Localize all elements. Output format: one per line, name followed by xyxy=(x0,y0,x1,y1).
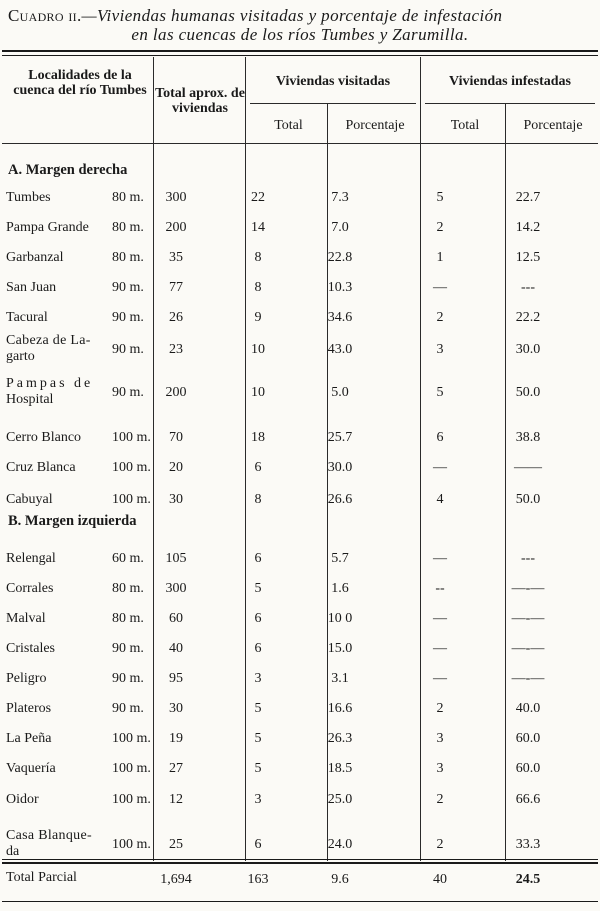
cell-vis-total: 10 xyxy=(251,342,265,357)
locality-name-cont: garto xyxy=(6,349,35,364)
cell-inf-total: 5 xyxy=(436,385,444,400)
cell-total: 200 xyxy=(165,385,187,400)
header-vis-pct: Porcentaje xyxy=(345,118,405,133)
locality-altitude: 100 m. xyxy=(112,460,151,475)
cell-inf-pct: 30.0 xyxy=(515,342,541,357)
locality-name: Casa Blanque- xyxy=(6,828,92,843)
cell-inf-total: -- xyxy=(435,581,445,596)
cell-total: 60 xyxy=(169,611,183,626)
locality-altitude: 90 m. xyxy=(112,701,144,716)
cell-vis-total: 8 xyxy=(254,280,262,295)
cell-inf-pct: 66.6 xyxy=(515,792,541,807)
locality-name: Cabeza de La- xyxy=(6,333,91,348)
cell-inf-pct: —— xyxy=(514,460,542,475)
header-bottom-rule xyxy=(2,143,598,144)
locality-altitude: 60 m. xyxy=(112,551,144,566)
cell-vis-pct: 10 0 xyxy=(327,611,353,626)
locality-name: La Peña xyxy=(6,731,52,746)
cell-vis-total: 6 xyxy=(254,551,262,566)
cell-inf-total: 6 xyxy=(436,430,444,445)
locality-name: San Juan xyxy=(6,280,57,295)
locality-name: Vaquería xyxy=(6,761,56,776)
cell-total: 12 xyxy=(169,792,183,807)
total-row-vis-total: 163 xyxy=(247,872,269,887)
locality-altitude: 80 m. xyxy=(112,250,144,265)
cell-vis-total: 8 xyxy=(254,492,262,507)
cell-total: 30 xyxy=(169,492,183,507)
total-row-total: 1,694 xyxy=(160,872,192,887)
cell-inf-pct: —-— xyxy=(511,671,545,686)
cell-inf-total: 2 xyxy=(436,220,444,235)
cell-vis-pct: 22.8 xyxy=(327,250,353,265)
bottom-rule xyxy=(2,901,598,902)
total-rule-thick xyxy=(2,862,598,864)
locality-name: Plateros xyxy=(6,701,52,716)
cell-vis-pct: 24.0 xyxy=(327,837,353,852)
cell-vis-total: 5 xyxy=(254,731,262,746)
cell-vis-pct: 15.0 xyxy=(327,641,353,656)
locality-name-cont: da xyxy=(6,844,20,859)
locality-name: Relengal xyxy=(6,551,56,566)
header-vis-total: Total xyxy=(274,118,303,133)
cell-inf-total: 2 xyxy=(436,701,444,716)
cell-inf-pct: —-— xyxy=(511,611,545,626)
cell-inf-pct: 33.3 xyxy=(515,837,541,852)
section-title: B. Margen izquierda xyxy=(8,513,137,529)
cell-inf-pct: 50.0 xyxy=(515,492,541,507)
locality-name: Tumbes xyxy=(6,190,51,205)
cell-inf-pct: 38.8 xyxy=(515,430,541,445)
locality-altitude: 90 m. xyxy=(112,671,144,686)
header-total-aprox: Total aprox. de viviendas xyxy=(155,86,245,116)
locality-altitude: 80 m. xyxy=(112,581,144,596)
locality-altitude: 90 m. xyxy=(112,342,144,357)
locality-name: Pampas de xyxy=(6,376,94,391)
header-infestadas: Viviendas infestadas xyxy=(448,74,571,89)
cell-inf-pct: 22.7 xyxy=(515,190,541,205)
cell-vis-total: 5 xyxy=(254,581,262,596)
cell-vis-total: 5 xyxy=(254,761,262,776)
locality-altitude: 90 m. xyxy=(112,310,144,325)
cell-total: 300 xyxy=(165,581,187,596)
locality-name: Malval xyxy=(6,611,46,626)
total-row-label: Total Parcial xyxy=(6,870,77,885)
cell-vis-total: 6 xyxy=(254,837,262,852)
cell-vis-total: 14 xyxy=(251,220,265,235)
cell-inf-pct: 60.0 xyxy=(515,731,541,746)
locality-altitude: 90 m. xyxy=(112,641,144,656)
locality-name: Cerro Blanco xyxy=(6,430,82,445)
cell-vis-pct: 30.0 xyxy=(327,460,353,475)
cell-total: 105 xyxy=(165,551,187,566)
cell-total: 25 xyxy=(169,837,183,852)
cell-inf-pct: 14.2 xyxy=(515,220,541,235)
locality-altitude: 90 m. xyxy=(112,280,144,295)
total-row-vis-pct: 9.6 xyxy=(331,872,349,887)
cell-total: 20 xyxy=(169,460,183,475)
col-divider-5 xyxy=(505,104,506,861)
cell-inf-total: 2 xyxy=(436,310,444,325)
cell-total: 23 xyxy=(169,342,183,357)
cell-total: 95 xyxy=(169,671,183,686)
cell-inf-total: — xyxy=(433,671,447,686)
cell-inf-total: 1 xyxy=(436,250,444,265)
cell-vis-total: 6 xyxy=(254,611,262,626)
header-localidades: Localidades de la cuenca del río Tumbes xyxy=(13,68,147,98)
cell-inf-total: — xyxy=(433,280,447,295)
cell-inf-pct: 60.0 xyxy=(515,761,541,776)
cell-vis-pct: 34.6 xyxy=(327,310,353,325)
cell-vis-total: 22 xyxy=(251,190,265,205)
cell-vis-total: 6 xyxy=(254,641,262,656)
locality-altitude: 100 m. xyxy=(112,792,151,807)
cell-inf-pct: --- xyxy=(521,551,535,566)
cell-inf-total: — xyxy=(433,460,447,475)
cell-inf-total: — xyxy=(433,551,447,566)
cell-vis-total: 8 xyxy=(254,250,262,265)
locality-name: Garbanzal xyxy=(6,250,64,265)
total-row-inf-pct: 24.5 xyxy=(515,872,541,887)
total-row-inf-total: 40 xyxy=(433,872,447,887)
caption-lead: Cuadro ii. xyxy=(8,6,82,25)
table-caption xyxy=(8,6,592,44)
cell-vis-pct: 5.7 xyxy=(331,551,349,566)
cell-total: 26 xyxy=(169,310,183,325)
cell-inf-total: — xyxy=(433,611,447,626)
cell-inf-total: 4 xyxy=(436,492,444,507)
cell-inf-pct: 50.0 xyxy=(515,385,541,400)
cell-vis-pct: 16.6 xyxy=(327,701,353,716)
cell-vis-total: 3 xyxy=(254,671,262,686)
total-rule-thin xyxy=(2,859,598,860)
cell-vis-pct: 18.5 xyxy=(327,761,353,776)
cell-inf-pct: —-— xyxy=(511,581,545,596)
cell-inf-pct: 40.0 xyxy=(515,701,541,716)
header-inf-total: Total xyxy=(450,118,480,133)
cell-vis-pct: 7.0 xyxy=(331,220,349,235)
cell-inf-pct: 12.5 xyxy=(515,250,541,265)
locality-name: Peligro xyxy=(6,671,47,686)
cell-inf-pct: —-— xyxy=(511,641,545,656)
cell-vis-pct: 1.6 xyxy=(331,581,349,596)
cell-vis-pct: 7.3 xyxy=(331,190,349,205)
col-divider-3 xyxy=(327,104,328,861)
cell-total: 27 xyxy=(169,761,183,776)
caption-line1: —Viviendas humanas visitadas y porcentaje de infestación xyxy=(81,6,503,25)
cell-inf-total: 3 xyxy=(436,761,444,776)
locality-name: Corrales xyxy=(6,581,54,596)
locality-altitude: 80 m. xyxy=(112,190,144,205)
cell-total: 200 xyxy=(165,220,187,235)
cell-total: 70 xyxy=(169,430,183,445)
cell-total: 30 xyxy=(169,701,183,716)
cell-inf-total: 2 xyxy=(436,792,444,807)
caption-line2: en las cuencas de los ríos Tumbes y Zarumilla. xyxy=(131,25,469,44)
locality-altitude: 100 m. xyxy=(112,492,151,507)
cell-inf-pct: --- xyxy=(521,280,535,295)
cell-vis-pct: 25.0 xyxy=(327,792,353,807)
locality-name: Cabuyal xyxy=(6,492,53,507)
cell-vis-total: 3 xyxy=(254,792,262,807)
top-rule-thin xyxy=(2,55,598,56)
cell-total: 40 xyxy=(169,641,183,656)
locality-name-cont: Hospital xyxy=(6,392,54,407)
cell-vis-total: 18 xyxy=(251,430,265,445)
cell-total: 300 xyxy=(165,190,187,205)
locality-altitude: 100 m. xyxy=(112,761,151,776)
header-inf-pct: Porcentaje xyxy=(523,118,583,133)
header-visitadas: Viviendas visitadas xyxy=(275,74,391,89)
top-rule-thick xyxy=(2,50,598,52)
cell-inf-total: 3 xyxy=(436,731,444,746)
header-sub-rule-visitadas xyxy=(250,103,416,104)
section-title: A. Margen derecha xyxy=(8,162,128,178)
cell-vis-pct: 26.3 xyxy=(327,731,353,746)
cell-vis-pct: 25.7 xyxy=(327,430,353,445)
cell-vis-total: 5 xyxy=(254,701,262,716)
locality-name: Cristales xyxy=(6,641,55,656)
cell-inf-total: — xyxy=(433,641,447,656)
cell-vis-total: 6 xyxy=(254,460,262,475)
cell-total: 35 xyxy=(169,250,183,265)
locality-altitude: 100 m. xyxy=(112,430,151,445)
locality-name: Tacural xyxy=(6,310,48,325)
cell-vis-pct: 26.6 xyxy=(327,492,353,507)
locality-name: Cruz Blanca xyxy=(6,460,76,475)
cell-vis-total: 9 xyxy=(254,310,262,325)
locality-altitude: 80 m. xyxy=(112,220,144,235)
locality-altitude: 100 m. xyxy=(112,837,151,852)
cell-inf-total: 3 xyxy=(436,342,444,357)
locality-name: Pampa Grande xyxy=(6,220,89,235)
cell-total: 77 xyxy=(169,280,183,295)
cell-inf-total: 5 xyxy=(436,190,444,205)
cell-inf-total: 2 xyxy=(436,837,444,852)
cell-vis-pct: 3.1 xyxy=(331,671,349,686)
locality-name: Oidor xyxy=(6,792,39,807)
cell-inf-pct: 22.2 xyxy=(515,310,541,325)
locality-altitude: 80 m. xyxy=(112,611,144,626)
cell-vis-pct: 43.0 xyxy=(327,342,353,357)
cell-total: 19 xyxy=(169,731,183,746)
header-sub-rule-infestadas xyxy=(425,103,595,104)
locality-altitude: 100 m. xyxy=(112,731,151,746)
cell-vis-pct: 10.3 xyxy=(327,280,353,295)
locality-altitude: 90 m. xyxy=(112,385,144,400)
cell-vis-total: 10 xyxy=(251,385,265,400)
cell-vis-pct: 5.0 xyxy=(331,385,349,400)
